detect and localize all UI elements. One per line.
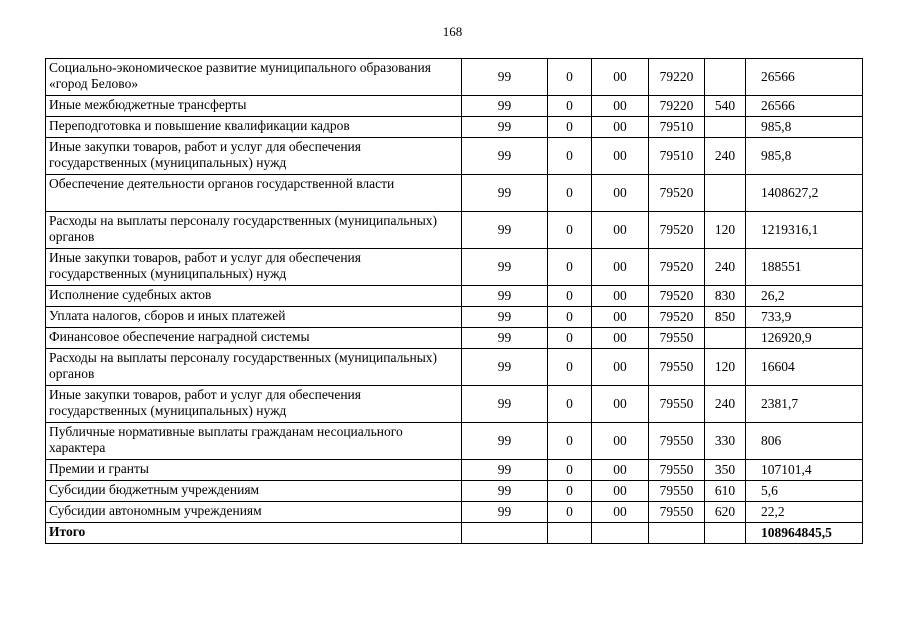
total-row [46,523,863,544]
cell-c5: 350 [705,460,746,481]
cell-c5: 240 [705,249,746,286]
cell-amount: 1219316,1 [746,212,863,249]
cell-c3: 00 [592,175,649,212]
cell-c5: 540 [705,96,746,117]
table-row [46,481,863,502]
cell-c1: 99 [462,96,548,117]
cell-c1: 99 [462,307,548,328]
cell-amount: 5,6 [746,481,863,502]
table-row [46,96,863,117]
cell-c3: 00 [592,286,649,307]
cell-c4: 79550 [649,502,705,523]
cell-c4: 79220 [649,59,705,96]
table-row [46,212,863,249]
cell-c4: 79520 [649,212,705,249]
cell-c3: 00 [592,423,649,460]
cell-amount: 22,2 [746,502,863,523]
cell-c2: 0 [548,386,592,423]
cell-c5: 240 [705,138,746,175]
cell-c1: 99 [462,286,548,307]
row-name: Субсидии автономным учреждениям [46,502,462,523]
cell-amount: 16604 [746,349,863,386]
cell-c1: 99 [462,386,548,423]
cell-c4: 79550 [649,423,705,460]
table-row [46,138,863,175]
cell-c2: 0 [548,59,592,96]
total-label: Итого [46,523,462,544]
table-row [46,59,863,96]
cell-c1: 99 [462,502,548,523]
cell-c5 [705,117,746,138]
row-name: Иные межбюджетные трансферты [46,96,462,117]
cell-c3: 00 [592,502,649,523]
cell-c2: 0 [548,117,592,138]
cell-c5 [705,175,746,212]
cell-amount: 733,9 [746,307,863,328]
cell-c3: 00 [592,117,649,138]
cell-c3: 00 [592,138,649,175]
cell-amount: 126920,9 [746,328,863,349]
cell-c2: 0 [548,423,592,460]
cell-c5 [705,328,746,349]
cell-c2: 0 [548,138,592,175]
row-name: Публичные нормативные выплаты гражданам несоциального характера [46,423,462,460]
cell-c3: 00 [592,96,649,117]
cell-c4: 79550 [649,460,705,481]
cell-c1: 99 [462,175,548,212]
row-name: Иные закупки товаров, работ и услуг для обеспечения государственных (муниципальных) нужд [46,249,462,286]
table-row [46,307,863,328]
cell-c3: 00 [592,386,649,423]
row-name: Переподготовка и повышение квалификации кадров [46,117,462,138]
cell-c1: 99 [462,460,548,481]
cell-c5: 120 [705,349,746,386]
cell-c5: 240 [705,386,746,423]
row-name: Исполнение судебных актов [46,286,462,307]
cell-amount: 26566 [746,59,863,96]
cell-c2: 0 [548,481,592,502]
row-name: Расходы на выплаты персоналу государственных (муниципальных) органов [46,349,462,386]
empty-cell [548,523,592,544]
cell-c5: 610 [705,481,746,502]
cell-c2: 0 [548,249,592,286]
cell-amount: 985,8 [746,138,863,175]
cell-c1: 99 [462,212,548,249]
total-amount: 108964845,5 [746,523,863,544]
table-row [46,502,863,523]
cell-amount: 26566 [746,96,863,117]
cell-amount: 985,8 [746,117,863,138]
table-row [46,386,863,423]
cell-c5: 120 [705,212,746,249]
cell-c3: 00 [592,212,649,249]
cell-c1: 99 [462,117,548,138]
cell-c3: 00 [592,481,649,502]
table-row [46,328,863,349]
cell-amount: 2381,7 [746,386,863,423]
cell-c2: 0 [548,349,592,386]
cell-amount: 26,2 [746,286,863,307]
table-row [46,349,863,386]
cell-c1: 99 [462,138,548,175]
table-row [46,117,863,138]
cell-c2: 0 [548,460,592,481]
cell-c4: 79510 [649,138,705,175]
table-row [46,175,863,212]
empty-cell [462,523,548,544]
row-name: Премии и гранты [46,460,462,481]
cell-c4: 79550 [649,328,705,349]
page-number: 168 [442,24,463,39]
cell-c2: 0 [548,502,592,523]
cell-c3: 00 [592,249,649,286]
cell-c4: 79550 [649,349,705,386]
cell-amount: 806 [746,423,863,460]
empty-cell [649,523,705,544]
row-name: Расходы на выплаты персоналу государственных (муниципальных) органов [46,212,462,249]
cell-c4: 79550 [649,386,705,423]
cell-c5: 830 [705,286,746,307]
cell-c4: 79520 [649,286,705,307]
cell-amount: 1408627,2 [746,175,863,212]
cell-c3: 00 [592,349,649,386]
cell-c2: 0 [548,286,592,307]
cell-c4: 79220 [649,96,705,117]
row-name: Уплата налогов, сборов и иных платежей [46,307,462,328]
cell-c4: 79520 [649,307,705,328]
cell-amount: 188551 [746,249,863,286]
cell-c2: 0 [548,328,592,349]
cell-c1: 99 [462,328,548,349]
cell-c4: 79510 [649,117,705,138]
cell-c2: 0 [548,307,592,328]
cell-c2: 0 [548,96,592,117]
table-row [46,423,863,460]
cell-c5: 330 [705,423,746,460]
cell-c5: 850 [705,307,746,328]
cell-c5 [705,59,746,96]
table-row [46,460,863,481]
row-name: Социально-экономическое развитие муниципального образования «город Белово» [46,59,462,96]
table-row [46,286,863,307]
empty-cell [705,523,746,544]
row-name: Обеспечение деятельности органов государственной власти [46,175,462,212]
row-name: Субсидии бюджетным учреждениям [46,481,462,502]
empty-cell [592,523,649,544]
cell-c1: 99 [462,423,548,460]
row-name: Иные закупки товаров, работ и услуг для обеспечения государственных (муниципальных) нужд [46,138,462,175]
cell-c1: 99 [462,349,548,386]
cell-c2: 0 [548,175,592,212]
table-row [46,249,863,286]
cell-c5: 620 [705,502,746,523]
cell-c1: 99 [462,59,548,96]
cell-c4: 79550 [649,481,705,502]
cell-c3: 00 [592,59,649,96]
cell-amount: 107101,4 [746,460,863,481]
cell-c1: 99 [462,249,548,286]
cell-c3: 00 [592,307,649,328]
cell-c2: 0 [548,212,592,249]
row-name: Иные закупки товаров, работ и услуг для обеспечения государственных (муниципальных) нужд [46,386,462,423]
cell-c1: 99 [462,481,548,502]
cell-c3: 00 [592,460,649,481]
cell-c3: 00 [592,328,649,349]
cell-c4: 79520 [649,249,705,286]
budget-table [45,58,863,544]
cell-c4: 79520 [649,175,705,212]
row-name: Финансовое обеспечение наградной системы [46,328,462,349]
